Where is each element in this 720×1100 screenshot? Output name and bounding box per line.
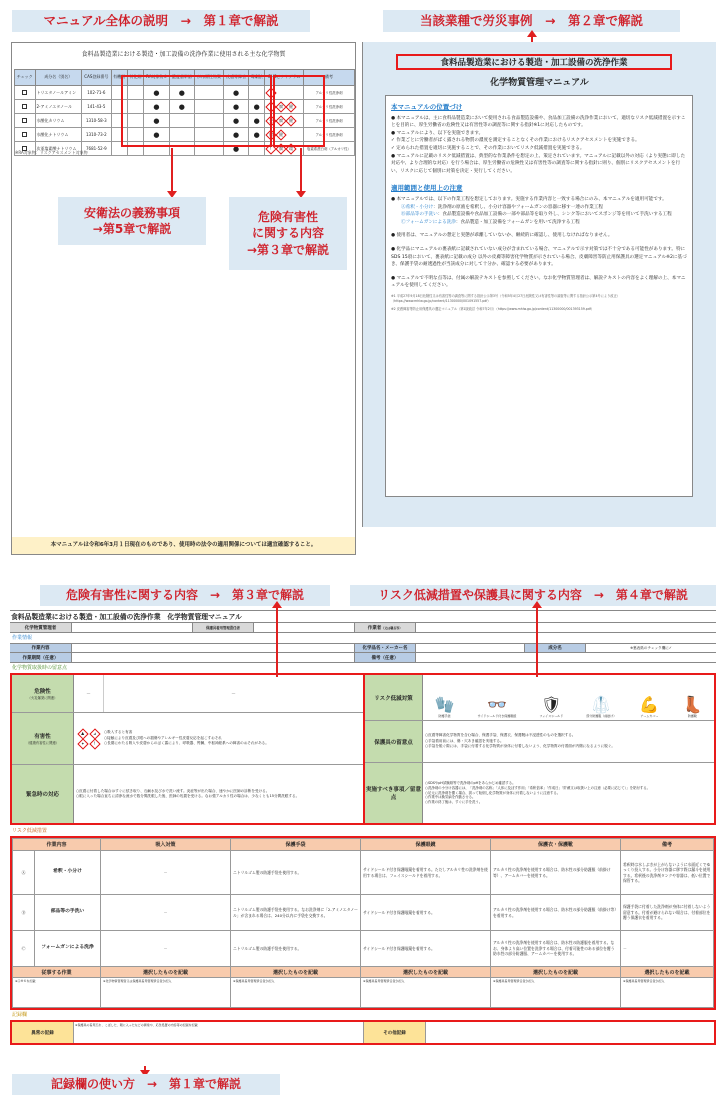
ppe-item xyxy=(586,696,616,718)
ghs-cell xyxy=(265,100,304,114)
ppe-item xyxy=(539,696,563,718)
risk-header: 吸入対策 xyxy=(101,839,231,851)
section-scope-title: 適用範囲と使用上の注意 xyxy=(391,184,463,193)
risk-eye: サイドシールド付き保護眼鏡を着用する。ただしアルカリ性の洗浄剤を使用する場合は、フェイスシールドを着用する。 xyxy=(361,851,491,895)
chemical-list-title: 食料品製造業における製造・加工設備の洗浄作業に使用される主な化学物質 xyxy=(81,51,286,58)
process-item xyxy=(391,204,687,212)
manual-subtitle: 化学物質管理マニュアル xyxy=(490,78,589,88)
ghs-pictograms xyxy=(74,713,104,764)
column-header: CAS登録番号 xyxy=(82,70,111,86)
cas-number: 1310-58-3 xyxy=(82,114,111,128)
manual-form: 食料品製造業における製造・加工設備の洗浄作業 化学物質管理マニュアル 化学物質管理者 保護具着用管理責任者 作業者 （又は職長等） 作業情報 作業内容 化学品名・メーカー名 成分名 ※裏表紙のチェック欄に✓ 作業期間（任意） 備考（任意） 化学物質取扱時の留意点 危険性 （火災爆発に関連） － － 有害性 （健康有害性に関連） ▲ ⊿ ✦ ! ○吸入すると有害 ○接触により皮膚及び眼への損傷やアレルギー性皮膚反応を起こすおそれ ○長期にわたる吸入や皮膚からのばく露により、呼吸器、腎臓、中枢神経系への障害のおそれがある。 緊急時の対応 ○皮膚に付着した場合はすぐに拭き取り、石鹸水及び水で洗い流す。炎症等が出た場合、速やかに医師の診断を受ける。 ○眼に入った場合直ちに清浄な流水で数分間洗眼した後、医師の処置を受ける。なお強アルカリ性の場合は、少なくとも15分間洗眼する。 リスク低減対策 🧤 防護手袋 👓 サイドシールド付き保護眼鏡 🛡 フェイスシールド 🥼 部分防護服（前掛け） 💪 アームカバー 👢 防護靴 保護具の留意点 ○皮膚等障害化学物質を含む場合、保護手袋、保護衣、保護靴は不浸透性のものを選択する。 ○手袋着用前には、傷・穴あき確認を実施する。 ○手袋を脱ぐ際には、手袋に付着する化学物質が身体に付着しないよう、化学物質の付着面が内側になるように脱ぐ。 実施すべき事項／留意点 ○SDSやpH試験紙等で洗浄剤のpHをあらかじめ確認する。 ○洗浄剤の小分け容器には、「洗浄剤の名称」「人体に及ぼす作用」「希釈倍率」「作成日」「貯蔵又は取扱い上の注意（必要に応じて）」を貼付する。 ○足元に洗浄剤を撒く場合、誤って転倒し化学物質が身体に付着しないように注意する。 ○作業中は換気扇を作動させる。 ○作業の終了後は、すぐに手を洗う。 リスク低減措置 作業内容 吸入対策 保護手袋 保護眼鏡 保護衣・保護靴 備考 Ⓐ 希釈・小分け － ニトリルゴム製の防護手袋を使用する。 サイドシールド付き保護眼鏡を着用する。ただしアルカリ性の洗浄剤を使用する場合は、フェイスシールドを着用する。 アルカリ性の洗浄剤を使用する場合は、防水性の部分防護服（前掛け等）、アームカバーを使用する。 希釈時は水しぶきが上がらないように水面近くでゆっくり投入する。小分け容器に移す際は漏斗を使用する。希釈後の洗浄剤タンクや容器は、低い位置で保管する。 Ⓑ 部品等の手洗い － ニトリルゴム製の防護手袋を使用する。なお洗浄剤に「2-アミノエタノール」が含まれる場合は、240分以内に手袋を交換する。 サイドシールド付き保護眼鏡を着用する。 アルカリ性の洗浄剤を使用する場合は、防水性の部分防護服（前掛け等）を着用する。 保護手袋に付着した洗浄剤が身体に付着しないよう留意する。付着が避けられない場合は、付着部位を覆う保護衣を着用する。 Ⓒ フォームガンによる洗浄 － ニトリルゴム製の防護手袋を使用する。 サイドシールド付き保護眼鏡を着用する。 アルカリ性の洗浄剤を使用する場合は、防水性の防護服を着用する。なお、身体より高い位置を洗浄する場合は、付着可能性のある部位を覆う防水性の部分防護服、アームカバーを使用する。 － 従事する作業 選択したものを記載 選択したものを記載 選択したものを記載 選択したものを記載 選択したものを記載 ※Ⓐ®©を記載 ※化学物質管理者又は保護具着用管理責任者が記入 ※保護具着用管理責任者が記入 ※保護具着用管理責任者が記入 ※保護具着用管理責任者が記入 ※保護具着用管理責任者が記入 記録欄 異常の記録 ※保護具の着用忘れ、こぼした、眼に入ったなどの異常や、応急処置の内容等の記録を記載 その他記録 xyxy=(10,610,716,1045)
cas-number: 102-71-6 xyxy=(82,86,111,100)
intro-paragraph: ● マニュアルに記載のリスク低減措置は、典型的な作業条件を想定の上、策定されています。マニュアルに記載以外の対応（より実態に即した対応や、より合理的な対応）を行う場合は、厚生労働省の危険性又は有害性等の調査等に関する指針に則り、個別にリスクアセスメントを行い、リスクに応じて個別に対策を決定・実行してください。 xyxy=(391,153,686,174)
intro-paragraph: ✓ 定められた措置を適切に実施することで、その作業においてリスク低減措置を実施できる。 xyxy=(391,146,585,152)
callout-chapter2: 当該業種で労災事例 → 第２章で解説 xyxy=(383,10,680,32)
process-item xyxy=(391,211,687,219)
ghs-glyph: 金 xyxy=(269,117,274,123)
select-input[interactable]: ※Ⓐ®©を記載 xyxy=(13,978,101,1008)
checkbox[interactable] xyxy=(22,132,27,137)
chemical-row xyxy=(15,100,355,114)
column-header: 有機則 xyxy=(111,70,127,86)
risk-eye: サイドシールド付き保護眼鏡を着用する。 xyxy=(361,895,491,931)
ghs-glyph: 腐 xyxy=(269,131,274,137)
risk-glove: ニトリルゴム製の防護手袋を使用する。 xyxy=(231,851,361,895)
remark: アルカリ性洗浄剤 xyxy=(303,100,354,114)
intro-paragraph: ● マニュアルにより、以下を実施できます。 xyxy=(391,130,484,136)
chemical-list-page xyxy=(11,42,356,555)
regulation-mark: ● xyxy=(249,114,265,128)
risk-note: － xyxy=(621,931,714,967)
todo-line: ○足元に洗浄剤を撒く場合、誤って転倒し化学物質が身体に付着しないように注意する。 xyxy=(425,790,561,795)
select-input[interactable]: ※保護具着用管理責任者が記入 xyxy=(491,978,621,1008)
form-title: 食料品製造業における製造・加工設備の洗浄作業 化学物質管理マニュアル xyxy=(10,610,716,623)
ppe_notes-line: ○皮膚等障害化学物質を含む場合、保護手袋、保護衣、保護靴は不浸透性のものを選択する。 xyxy=(425,733,576,738)
checkbox[interactable] xyxy=(22,118,27,123)
regulation-mark: ● xyxy=(224,114,249,128)
column-header: 皮膚等障害 xyxy=(224,70,249,86)
regulation-mark: ● xyxy=(144,86,170,100)
other-record-field[interactable] xyxy=(426,1022,714,1043)
risk-inhale: － xyxy=(101,895,231,931)
ghs-cell xyxy=(265,128,304,142)
intro-paragraph: ✓ 作業ごとに労働者がばく露される物質の濃度を測定することなくその作業におけるリスクアセスメントを実施できる。 xyxy=(391,138,640,144)
process-label: Ⓒフォームガンによる洗浄 xyxy=(401,219,456,225)
ppe-2-icon: 🛡 xyxy=(541,695,562,714)
check-cell xyxy=(15,114,36,128)
column-header: がん原性物質 xyxy=(194,70,223,86)
ghs-exclamation-icon: ! xyxy=(89,738,100,749)
chemical-row xyxy=(15,86,355,100)
ppe-item xyxy=(435,696,455,718)
ghs-glyph: 環 xyxy=(289,145,294,151)
record-box: 異常の記録 ※保護具の着用忘れ、こぼした、眼に入ったなどの異常や、応急処置の内容等の記録を記載 その他記録 xyxy=(10,1020,716,1045)
checkbox[interactable] xyxy=(22,104,27,109)
regulation-mark: ● xyxy=(169,86,194,100)
ppe-name: 防護靴 xyxy=(687,714,697,718)
process-desc: ：洗浄剤の原液を希釈し、小分け容器やフォームガンの容器に移す一連の作業工程 xyxy=(433,204,603,210)
ppe-name: 部分防護服（前掛け） xyxy=(586,714,617,718)
ghs-pictogram-icon xyxy=(266,87,277,98)
risk-reduction-table xyxy=(12,838,714,1008)
ghs-glyph: 腐 xyxy=(279,145,284,151)
risk-row xyxy=(13,851,714,895)
regulation-mark xyxy=(194,114,223,128)
callout-chapter5: 安衛法の義務事項 →第5章で解説 xyxy=(58,197,206,245)
ppe-item xyxy=(478,696,517,718)
manual-intro-box: 本マニュアルの位置づけ ● 本マニュアルは、主に食料品製造業において使用される食品製造設備や、食品加工設備の洗浄作業において、適切なリスク低減措置を示すことを目的に、厚生労働省の危険性又は有害性等の調査等に関する指針※1に対応したものです。 ● マニュアルにより、以下を実施できます。 ✓ 作業ごとに労働者がばく露される物質の濃度を測定することなくその作業におけるリスクアセスメントを実施できる。 ✓ 定められた措置を適切に実施することで、その作業においてリスク低減措置を実施できる。 ● マニュアルに記載のリスク低減措置は、典型的な作業条件を想定の上、策定されています。マニュアルに記載以外の対応（より実態に即した対応や、より合理的な対応）を行う場合は、厚生労働省の危険性又は有害性等の調査等に関する指針に則り、個別にリスクアセスメントを行い、リスクに応じて個別に対策を決定・実行してください。 適用範囲と使用上の注意 ● 本マニュアルでは、以下の作業工程を想定しております。実施する作業内容と一致する場合にのみ、本マニュアルを適用可能です。 Ⓐ希釈・小分け：洗浄剤の原液を希釈し、小分け容器やフォームガンの容器に移す一連の作業工程 Ⓑ部品等の手洗い：食品製造設備や食品加工設備の一部や部品等を取り外し、シンク等においてスポンジ等を用いて手洗いする工程 Ⓒフォームガンによる洗浄：食品製造・加工設備をフォームガンを用いて洗浄する工程 ● 使用者は、マニュアルの想定と実態が乖離していないか、継続的に確認し、使用しなければなりません。 ● 化学品にマニュアルの裏表紙に記載されていない成分が含まれている場合、マニュアルで示す対策では不十分である可能性があります。特にSDS 15項において、裏表紙に記載の成分 以外の皮膚等障害化学物質が示されている場合、皮膚障害等防止用保護具の選定マニュアル※2に基づき、保護手袋の耐透過性が当該成分に対して十分か、確認する必要があります。 ● マニュアルで不明な点等は、付属の解説テキストを参照してください。なお化学物質管理者は、解説テキストの内容をよく理解の上、本マニュアルを使用してください。 ※1 平成27年9月18日危険性又は有害性等の調査等に関する指針公示第3号（令和5年4月27日危険性又は有害性等の調査等に関する指針公示第4号により改正）（https://www.mhlw.go.jp/content/11300000/001091557.pdf） ※2 皮膚障害等防止用保護具の選定マニュアル（第1版改訂 令和7年2月）（https://www.mhlw.go.jp/content/11300000/001393159.pdf） xyxy=(385,95,693,497)
regulation-mark: ● xyxy=(224,100,249,114)
manual-heading: 食料品製造業における製造・加工設備の洗浄作業 xyxy=(396,54,672,70)
column-header: 特化則 xyxy=(127,70,143,86)
column-header: 備考 xyxy=(303,70,354,86)
column-header: チェック xyxy=(15,70,36,86)
arrow-down-icon xyxy=(300,148,302,192)
process-desc: ：食品製造・加工設備をフォームガンを用いて洗浄する工程 xyxy=(455,219,580,225)
todo-line: ○作業の終了後は、すぐに手を洗う。 xyxy=(425,800,483,805)
reference-footnote: ※1 平成27年9月18日危険性又は有害性等の調査等に関する指針公示第3号（令和5年4月27日危険性又は有害性等の調査等に関する指針公示第4号により改正）（https://www.mhlw.go.jp/content/11300000/001091557.pdf） xyxy=(391,293,620,303)
ppe-4-icon: 💪 xyxy=(639,695,660,714)
ppe_notes-line: ○手袋を脱ぐ際には、手袋に付着する化学物質が身体に付着しないよう、化学物質の付着面が内側になるように脱ぐ。 xyxy=(425,744,615,749)
regulation-mark xyxy=(127,142,143,156)
ghs-glyph: ! xyxy=(270,103,273,109)
regulation-mark xyxy=(169,142,194,156)
select-header: 従事する作業 xyxy=(13,967,101,978)
select-input-row xyxy=(13,978,714,1008)
chemical-name: 水酸化カリウム xyxy=(35,114,82,128)
todo-line: ○SDSやpH試験紙等で洗浄剤のpHをあらかじめ確認する。 xyxy=(425,780,516,785)
risk-eye: サイドシールド付き保護眼鏡を着用する。 xyxy=(361,931,491,967)
risk-mark: Ⓑ xyxy=(13,895,35,931)
regulation-mark: ● xyxy=(144,128,170,142)
risk-task: フォームガンによる洗浄 xyxy=(35,931,101,967)
regulation-mark: ● xyxy=(249,100,265,114)
ghs-pictogram-icon xyxy=(286,115,297,126)
risk-glove: ニトリルゴム製の防護手袋を使用する。なお洗浄剤に「2-アミノエタノール」が含まれる場合は、240分以内に手袋を交換する。 xyxy=(231,895,361,931)
regulation-mark: ● xyxy=(169,100,194,114)
work-content-field[interactable] xyxy=(72,644,354,652)
callout-chapter3-hazard: 危険有害性 に関する内容 →第３章で解説 xyxy=(229,197,347,270)
regulation-mark xyxy=(194,142,223,156)
column-header: GHSピクトグラム xyxy=(265,70,304,86)
risk-task: 部品等の手洗い xyxy=(35,895,101,931)
ghs-pictogram-icon xyxy=(276,129,287,140)
risk-reduction-box xyxy=(10,836,716,1010)
scope-paragraph: ● マニュアルで不明な点等は、付属の解説テキストを参照してください。なお化学物質管理者は、解説テキストの内容をよく理解の上、本マニュアルを使用してください。 xyxy=(391,275,686,289)
column-header: 成分名（別名） xyxy=(35,70,82,86)
risk-task: 希釈・小分け xyxy=(35,851,101,895)
ghs-cell xyxy=(265,142,304,156)
risk-cloth: アルカリ性の洗浄剤を使用する場合は、防水性の部分防護服（前掛け等）、アームカバーを使用する。 xyxy=(491,851,621,895)
callout-chapter4: リスク低減措置や保護具に関する内容 → 第４章で解説 xyxy=(350,585,716,606)
regulation-mark xyxy=(127,86,143,100)
ppe-name: 防護手袋 xyxy=(438,714,451,718)
select-header: 選択したものを記載 xyxy=(621,967,714,978)
chemical-row xyxy=(15,114,355,128)
remark: アルカリ性洗浄剤 xyxy=(303,128,354,142)
todo-line: ○作業中は換気扇を作動させる。 xyxy=(425,795,476,800)
regulation-mark xyxy=(249,142,265,156)
regulation-mark xyxy=(111,128,127,142)
ppe-box: リスク低減対策 🧤 防護手袋 👓 サイドシールド付き保護眼鏡 🛡 フェイスシールド 🥼 部分防護服（前掛け） 💪 アームカバー 👢 防護靴 保護具の留意点 ○皮膚等障害化学物質を含む場合、保護手袋、保護衣、保護靴は不浸透性のものを選択する。 ○手袋着用前には、傷・穴あき確認を実施する。 ○手袋を脱ぐ際には、手袋に付着する化学物質が身体に付着しないよう、化学物質の付着面が内側になるように脱ぐ。 実施すべき事項／留意点 ○SDSやpH試験紙等で洗浄剤のpHをあらかじめ確認する。 ○洗浄剤の小分け容器には、「洗浄剤の名称」「人体に及ぼす作用」「希釈倍率」「作成日」「貯蔵又は取扱い上の注意（必要に応じて）」を貼付する。 ○足元に洗浄剤を撒く場合、誤って転倒し化学物質が身体に付着しないように注意する。 ○作業中は換気扇を作動させる。 ○作業の終了後は、すぐに手を洗う。 xyxy=(363,673,716,825)
risk-header: 保護衣・保護靴 xyxy=(491,839,621,851)
regulation-mark xyxy=(169,128,194,142)
emergency_lines-line: ○皮膚に付着した場合はすぐに拭き取り、石鹸水及び水で洗い流す。炎症等が出た場合、速やかに医師の診断を受ける。 xyxy=(76,788,270,793)
cas-number: 7681-52-9 xyxy=(82,142,111,156)
chemical-name: 水酸化ナトリウム xyxy=(35,128,82,142)
select-header-row xyxy=(13,967,714,978)
ppe-item xyxy=(682,696,702,718)
worker-field[interactable] xyxy=(416,623,716,632)
arrow-down-icon xyxy=(171,148,173,192)
regulation-mark xyxy=(127,128,143,142)
ghs-glyph: 腐 xyxy=(279,117,284,123)
ghs-glyph: ! xyxy=(270,145,273,151)
process-label: Ⓑ部品等の手洗い xyxy=(401,212,438,218)
ghs-glyph: 健 xyxy=(279,131,284,137)
abnormal-record-field[interactable]: ※保護具の着用忘れ、こぼした、眼に入ったなどの異常や、応急処置の内容等の記録を記載 xyxy=(74,1022,364,1043)
callout-record-chapter1: 記録欄の使い方 → 第１章で解説 xyxy=(12,1074,280,1095)
ghs-cell xyxy=(265,114,304,128)
column-header: 毒劇法 xyxy=(249,70,265,86)
risk-header: 作業内容 xyxy=(13,839,101,851)
regulation-mark: ● xyxy=(144,114,170,128)
ppe-name: フェイスシールド xyxy=(539,714,564,718)
process-item xyxy=(391,219,687,227)
hazard-and-ppe-section xyxy=(10,673,716,825)
check-cell xyxy=(15,100,36,114)
remark: 塩素系漂白剤（アルカリ性） xyxy=(303,142,354,156)
column-header: 濃度基準値 xyxy=(169,70,194,86)
risk-header: 保護眼鏡 xyxy=(361,839,491,851)
risk-inhale: － xyxy=(101,851,231,895)
checkbox[interactable] xyxy=(22,90,27,95)
ghs-cell xyxy=(265,86,304,100)
cas-number: 1310-73-2 xyxy=(82,128,111,142)
risk-mark: Ⓒ xyxy=(13,931,35,967)
regulation-mark xyxy=(111,100,127,114)
chemical-row xyxy=(15,128,355,142)
regulation-mark xyxy=(111,114,127,128)
ppe-0-icon: 🧤 xyxy=(434,695,455,714)
ghs-glyph: 健 xyxy=(289,103,294,109)
regulation-mark xyxy=(194,100,223,114)
risk-cloth: アルカリ性の洗浄剤を使用する場合は、防水性の部分防護服（前掛け等）を着用する。 xyxy=(491,895,621,931)
ppe-3-icon: 🥼 xyxy=(591,695,612,714)
emergency_lines-line: ○眼に入った場合直ちに清浄な流水で数分間洗眼した後、医師の処置を受ける。なお強アルカリ性の場合は、少なくとも15分間洗眼する。 xyxy=(76,794,300,798)
risk-note: 希釈時は水しぶきが上がらないように水面近くでゆっくり投入する。小分け容器に移す際は漏斗を使用する。希釈後の洗浄剤タンクや容器は、低い位置で保管する。 xyxy=(621,851,714,895)
reference-footnote: ※2 皮膚障害等防止用保護具の選定マニュアル（第1版改訂 令和7年2月）（https://www.mhlw.go.jp/content/11300000/001393159.pdf） xyxy=(391,307,595,312)
ppe-1-icon: 👓 xyxy=(486,695,507,714)
ghs-glyph: 腐 xyxy=(279,103,284,109)
arrow-up-icon xyxy=(276,607,278,677)
ppe-5-icon: 👢 xyxy=(682,695,703,714)
toxic_lines-line: ○吸入すると有害 xyxy=(104,730,133,735)
ppe_notes-line: ○手袋着用前には、傷・穴あき確認を実施する。 xyxy=(425,738,504,743)
select-header: 選択したものを記載 xyxy=(101,967,231,978)
remark: アルカリ性洗浄剤 xyxy=(303,86,354,100)
risk-inhale: － xyxy=(101,931,231,967)
toxic_lines-line: ○接触により皮膚及び眼への損傷やアレルギー性皮膚反応を起こすおそれ xyxy=(104,735,222,740)
regulation-mark xyxy=(249,86,265,100)
hazard-box: 危険性 （火災爆発に関連） － － 有害性 （健康有害性に関連） ▲ ⊿ ✦ ! ○吸入すると有害 ○接触により皮膚及び眼への損傷やアレルギー性皮膚反応を起こすおそれ ○長期にわたる吸入や皮膚からのばく露により、呼吸器、腎臓、中枢神経系への障害のおそれがある。 緊急時の対応 ○皮膚に付着した場合はすぐに拭き取り、石鹸水及び水で洗い流す。炎症等が出た場合、速やかに医師の診断を受ける。 ○眼に入った場合直ちに清浄な流水で数分間洗眼した後、医師の処置を受ける。なお強アルカリ性の場合は、少なくとも15分間洗眼する。 xyxy=(10,673,365,825)
process-desc: ：食品製造設備や食品加工設備の一部や部品等を取り外し、シンク等においてスポンジ等を用いて手洗いする工程 xyxy=(437,212,672,218)
intro-paragraph: ● 本マニュアルは、主に食料品製造業において使用される食品製造設備や、食品加工設備の洗浄作業において、適切なリスク低減措置を示すことを目的に、厚生労働省の危険性又は有害性等の調査等に関する指針※1に対応したものです。 xyxy=(391,115,686,129)
chemical-name: 2-アミノエタノール xyxy=(35,100,82,114)
check-cell xyxy=(15,128,36,142)
remark: アルカリ性洗浄剤 xyxy=(303,114,354,128)
regulation-mark xyxy=(127,114,143,128)
manual-cover-page xyxy=(362,42,716,527)
risk-header: 備考 xyxy=(621,839,714,851)
period-field[interactable] xyxy=(72,653,354,662)
scope-paragraph: ● 化学品にマニュアルの裏表紙に記載されていない成分が含まれている場合、マニュアルで示す対策では不十分である可能性があります。特にSDS 15項において、裏表紙に記載の成分 以外の皮膚等障害化学物質が示されている場合、皮膚障害等防止用保護具の選定マニュアル※2に基づき、保護手袋の耐透過性が当該成分に対して十分か、確認する必要があります。 xyxy=(391,246,687,268)
regulation-mark: ● xyxy=(144,100,170,114)
ppe-item xyxy=(639,696,659,718)
regulation-mark: ● xyxy=(249,128,265,142)
validity-notice: 本マニュアルは令和6年3月１日現在のものであり、使用時の法令の適用関係については適宜確認すること。 xyxy=(12,537,355,554)
select-header: 選択したものを記載 xyxy=(491,967,621,978)
ppe-name: サイドシールド付き保護眼鏡 xyxy=(477,714,517,718)
regulation-mark xyxy=(127,100,143,114)
scope-paragraph: ● 使用者は、マニュアルの想定と実態が乖離していないか、継続的に確認し、使用しなければなりません。 xyxy=(391,233,613,239)
select-input[interactable]: ※保護具着用管理責任者が記入 xyxy=(231,978,361,1008)
chemical-name: トリエタノールアミン xyxy=(35,86,82,100)
column-header: RA対象物※ xyxy=(144,70,170,86)
select-input[interactable]: ※保護具着用管理責任者が記入 xyxy=(361,978,491,1008)
ghs-pictogram-icon xyxy=(286,101,297,112)
risk-note: 保護手袋に付着した洗浄剤が身体に付着しないよう留意する。付着が避けられない場合は、付着部位を覆う保護衣を着用する。 xyxy=(621,895,714,931)
ppe-manager-field[interactable] xyxy=(254,623,354,632)
risk-cloth: アルカリ性の洗浄剤を使用する場合は、防水性の防護服を着用する。なお、身体より高い位置を洗浄する場合は、付着可能性のある部位を覆う防水性の部分防護服、アームカバーを使用する。 xyxy=(491,931,621,967)
cas-number: 141-43-5 xyxy=(82,100,111,114)
risk-row xyxy=(13,895,714,931)
product-field[interactable] xyxy=(416,644,524,652)
regulation-mark: ● xyxy=(224,86,249,100)
check-cell xyxy=(15,86,36,100)
ppe-name: アームカバー xyxy=(640,714,659,718)
manager-field[interactable] xyxy=(72,623,192,632)
regulation-mark xyxy=(144,142,170,156)
arrow-up-icon xyxy=(536,607,538,677)
regulation-mark xyxy=(194,86,223,100)
callout-chapter1: マニュアル全体の説明 → 第１章で解説 xyxy=(12,10,310,32)
arrow-down-icon xyxy=(144,1066,146,1071)
risk-row xyxy=(13,931,714,967)
select-input[interactable]: ※保護具着用管理責任者が記入 xyxy=(621,978,714,1008)
ra-footnote: ※RA対象物：リスクアセスメント対象物 xyxy=(15,150,88,155)
risk-header: 保護手袋 xyxy=(231,839,361,851)
ghs-health-hazard-icon: ✦ xyxy=(77,738,88,749)
regulation-mark xyxy=(111,86,127,100)
chemical-name: 次亜塩素酸ナトリウム xyxy=(35,142,82,156)
regulation-mark: ● xyxy=(224,128,249,142)
toxic_lines-line: ○長期にわたる吸入や皮膚からのばく露により、呼吸器、腎臓、中枢神経系への障害のおそれがある。 xyxy=(104,741,269,746)
ghs-glyph: 健 xyxy=(289,117,294,123)
select-header: 選択したものを記載 xyxy=(231,967,361,978)
callout-chapter3: 危険有害性に関する内容 → 第３章で解説 xyxy=(40,585,330,606)
select-header: 選択したものを記載 xyxy=(361,967,491,978)
ghs-corrosion-icon: ▲ xyxy=(77,728,88,739)
regulation-mark xyxy=(111,142,127,156)
chemical-table xyxy=(14,69,355,156)
regulation-mark xyxy=(169,114,194,128)
risk-glove: ニトリルゴム製の防護手袋を使用する。 xyxy=(231,931,361,967)
todo-line: ○洗浄剤の小分け容器には、「洗浄剤の名称」「人体に及ぼす作用」「希釈倍率」「作成日」「貯蔵又は取扱い上の注意（必要に応じて）」を貼付する。 xyxy=(425,785,651,790)
ghs-glyph: ! xyxy=(270,89,273,95)
select-input[interactable]: ※化学物質管理者又は保護具着用管理責任者が記入 xyxy=(101,978,231,1008)
regulation-mark xyxy=(194,128,223,142)
risk-mark: Ⓐ xyxy=(13,851,35,895)
ghs-pictogram-icon xyxy=(286,143,297,154)
process-label: Ⓐ希釈・小分け xyxy=(401,204,434,210)
ghs-corrosion-icon: ⊿ xyxy=(89,728,100,739)
remarks-field[interactable] xyxy=(416,653,716,662)
section-position-title: 本マニュアルの位置づけ xyxy=(391,103,463,111)
regulation-mark: ● xyxy=(224,142,249,156)
